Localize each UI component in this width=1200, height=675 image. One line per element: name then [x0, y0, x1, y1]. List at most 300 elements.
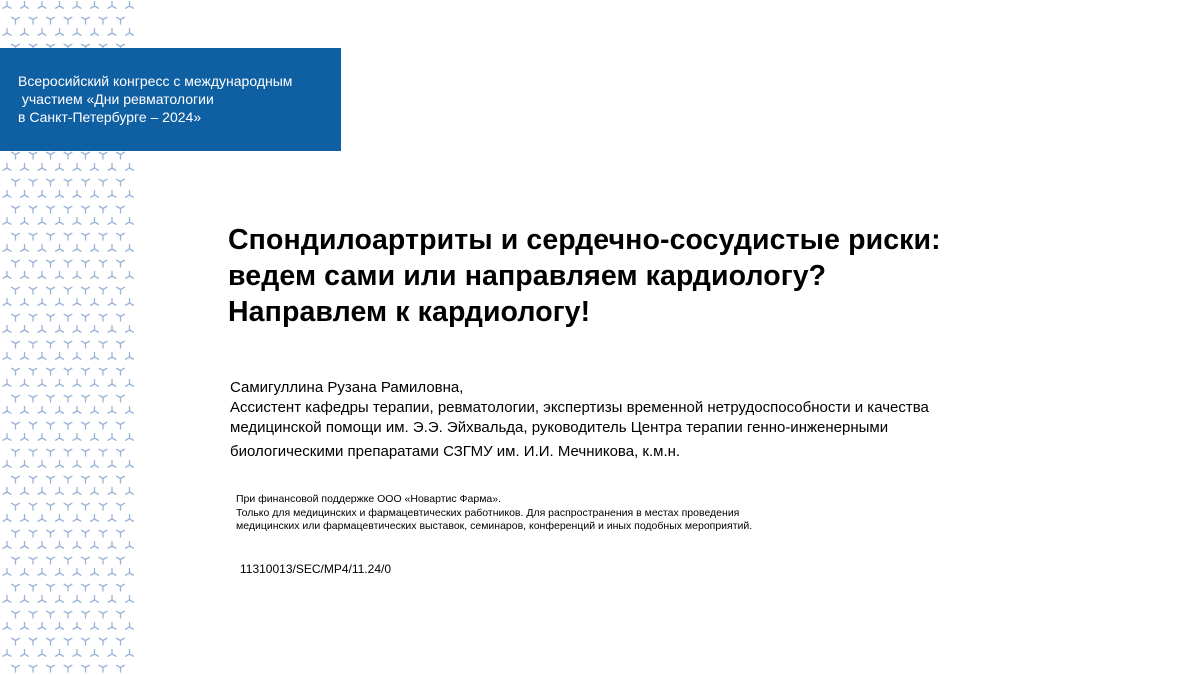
tripod-molecule-icon — [91, 623, 99, 630]
tripod-molecule-icon — [21, 380, 29, 387]
tripod-molecule-icon — [21, 461, 29, 468]
author-name: Самигуллина Рузана Рамиловна, — [230, 379, 464, 396]
tripod-molecule-icon — [47, 530, 55, 537]
tripod-molecule-icon — [3, 326, 11, 333]
tripod-molecule-icon — [21, 623, 29, 630]
tripod-molecule-icon — [126, 272, 134, 279]
tripod-molecule-icon — [21, 569, 29, 576]
tripod-molecule-icon — [126, 380, 134, 387]
tripod-molecule-icon — [29, 665, 37, 672]
tripod-molecule-icon — [108, 650, 116, 657]
tripod-molecule-icon — [82, 368, 90, 375]
tripod-molecule-icon — [117, 206, 125, 213]
tripod-molecule-icon — [29, 314, 37, 321]
tripod-molecule-icon — [47, 395, 55, 402]
tripod-molecule-icon — [126, 407, 134, 414]
tripod-molecule-icon — [21, 29, 29, 36]
tripod-molecule-icon — [82, 179, 90, 186]
tripod-molecule-icon — [91, 353, 99, 360]
tripod-molecule-icon — [12, 152, 20, 159]
tripod-molecule-icon — [108, 245, 116, 252]
tripod-molecule-icon — [64, 206, 72, 213]
tripod-molecule-icon — [73, 191, 81, 198]
tripod-molecule-icon — [38, 299, 46, 306]
tripod-molecule-icon — [73, 2, 81, 9]
tripod-molecule-icon — [38, 353, 46, 360]
tripod-molecule-icon — [3, 569, 11, 576]
tripod-molecule-icon — [91, 488, 99, 495]
tripod-molecule-icon — [38, 434, 46, 441]
tripod-molecule-icon — [82, 233, 90, 240]
tripod-molecule-icon — [12, 206, 20, 213]
tripod-molecule-icon — [21, 245, 29, 252]
tripod-molecule-icon — [12, 638, 20, 645]
tripod-molecule-icon — [73, 542, 81, 549]
tripod-molecule-icon — [82, 503, 90, 510]
author-block — [230, 378, 1110, 462]
tripod-molecule-icon — [12, 530, 20, 537]
tripod-molecule-icon — [82, 530, 90, 537]
tripod-molecule-icon — [91, 461, 99, 468]
tripod-molecule-icon — [91, 29, 99, 36]
tripod-molecule-icon — [21, 596, 29, 603]
tripod-molecule-icon — [3, 2, 11, 9]
tripod-molecule-icon — [12, 503, 20, 510]
author-affiliation-2: медицинской помощи им. Э.Э. Эйхвальда, руководитель Центра терапии генно-инженерными — [230, 419, 889, 436]
tripod-molecule-icon — [29, 233, 37, 240]
banner-line-2: участием «Дни ревматологии — [18, 91, 214, 107]
tripod-molecule-icon — [3, 596, 11, 603]
tripod-molecule-icon — [117, 233, 125, 240]
disclaimer-line-2: Только для медицинских и фармацевтических работников. Для распространения в местах проведения — [236, 506, 740, 519]
tripod-molecule-icon — [73, 218, 81, 225]
tripod-molecule-icon — [12, 233, 20, 240]
tripod-molecule-icon — [38, 245, 46, 252]
tripod-molecule-icon — [82, 260, 90, 267]
tripod-molecule-icon — [73, 623, 81, 630]
tripod-molecule-icon — [29, 476, 37, 483]
tripod-molecule-icon — [3, 461, 11, 468]
tripod-molecule-icon — [99, 314, 107, 321]
tripod-molecule-icon — [91, 299, 99, 306]
tripod-molecule-icon — [47, 503, 55, 510]
tripod-molecule-icon — [21, 272, 29, 279]
tripod-molecule-icon — [108, 353, 116, 360]
banner-line-3: в Санкт-Петербурге – 2024» — [18, 109, 202, 125]
tripod-molecule-icon — [3, 353, 11, 360]
tripod-molecule-icon — [29, 287, 37, 294]
tripod-molecule-icon — [117, 557, 125, 564]
tripod-molecule-icon — [73, 164, 81, 171]
tripod-molecule-icon — [12, 476, 20, 483]
tripod-molecule-icon — [3, 299, 11, 306]
tripod-molecule-icon — [56, 461, 64, 468]
tripod-molecule-icon — [64, 260, 72, 267]
tripod-molecule-icon — [117, 611, 125, 618]
tripod-molecule-icon — [56, 488, 64, 495]
tripod-molecule-icon — [47, 152, 55, 159]
tripod-molecule-icon — [99, 530, 107, 537]
tripod-molecule-icon — [12, 368, 20, 375]
tripod-molecule-icon — [64, 17, 72, 24]
tripod-molecule-icon — [117, 395, 125, 402]
tripod-molecule-icon — [56, 191, 64, 198]
tripod-molecule-icon — [56, 245, 64, 252]
tripod-molecule-icon — [126, 353, 134, 360]
tripod-molecule-icon — [73, 515, 81, 522]
tripod-molecule-icon — [108, 569, 116, 576]
tripod-molecule-icon — [38, 650, 46, 657]
tripod-molecule-icon — [126, 191, 134, 198]
tripod-molecule-icon — [47, 206, 55, 213]
tripod-molecule-icon — [29, 152, 37, 159]
tripod-molecule-icon — [99, 611, 107, 618]
tripod-molecule-icon — [12, 584, 20, 591]
tripod-molecule-icon — [108, 542, 116, 549]
tripod-molecule-icon — [91, 434, 99, 441]
tripod-molecule-icon — [12, 665, 20, 672]
tripod-molecule-icon — [108, 461, 116, 468]
tripod-molecule-icon — [117, 584, 125, 591]
tripod-molecule-icon — [38, 596, 46, 603]
author-affiliation-3: биологическими препаратами СЗГМУ им. И.И. Мечникова, к.м.н. — [230, 443, 681, 460]
tripod-molecule-icon — [56, 2, 64, 9]
tripod-molecule-icon — [126, 542, 134, 549]
tripod-molecule-icon — [99, 422, 107, 429]
tripod-molecule-icon — [126, 299, 134, 306]
tripod-molecule-icon — [73, 299, 81, 306]
tripod-molecule-icon — [91, 542, 99, 549]
tripod-molecule-icon — [64, 341, 72, 348]
disclaimer — [236, 493, 936, 534]
tripod-molecule-icon — [82, 557, 90, 564]
tripod-molecule-icon — [21, 299, 29, 306]
tripod-molecule-icon — [38, 326, 46, 333]
tripod-molecule-icon — [126, 488, 134, 495]
tripod-molecule-icon — [91, 650, 99, 657]
tripod-molecule-icon — [82, 152, 90, 159]
tripod-molecule-icon — [91, 245, 99, 252]
tripod-molecule-icon — [38, 191, 46, 198]
tripod-molecule-icon — [126, 650, 134, 657]
tripod-molecule-icon — [47, 476, 55, 483]
tripod-molecule-icon — [3, 407, 11, 414]
tripod-molecule-icon — [47, 260, 55, 267]
tripod-molecule-icon — [91, 380, 99, 387]
tripod-molecule-icon — [56, 434, 64, 441]
author-affiliation-1: Ассистент кафедры терапии, ревматологии, экспертизы временной нетрудоспособности и качества — [230, 399, 929, 416]
tripod-molecule-icon — [91, 515, 99, 522]
tripod-molecule-icon — [12, 422, 20, 429]
tripod-molecule-icon — [117, 368, 125, 375]
tripod-molecule-icon — [82, 341, 90, 348]
tripod-molecule-icon — [73, 461, 81, 468]
tripod-molecule-icon — [47, 314, 55, 321]
tripod-molecule-icon — [38, 218, 46, 225]
tripod-molecule-icon — [21, 650, 29, 657]
congress-banner — [0, 48, 341, 151]
tripod-molecule-icon — [47, 179, 55, 186]
tripod-molecule-icon — [64, 422, 72, 429]
tripod-molecule-icon — [38, 569, 46, 576]
tripod-molecule-icon — [73, 245, 81, 252]
tripod-molecule-icon — [91, 326, 99, 333]
tripod-molecule-icon — [21, 164, 29, 171]
tripod-molecule-icon — [29, 17, 37, 24]
tripod-molecule-icon — [29, 422, 37, 429]
tripod-molecule-icon — [47, 638, 55, 645]
tripod-molecule-icon — [126, 2, 134, 9]
tripod-molecule-icon — [99, 503, 107, 510]
tripod-molecule-icon — [73, 380, 81, 387]
tripod-molecule-icon — [29, 449, 37, 456]
tripod-molecule-icon — [47, 611, 55, 618]
tripod-molecule-icon — [99, 206, 107, 213]
tripod-molecule-icon — [12, 314, 20, 321]
tripod-molecule-icon — [47, 368, 55, 375]
tripod-molecule-icon — [91, 218, 99, 225]
tripod-molecule-icon — [99, 395, 107, 402]
tripod-molecule-icon — [56, 353, 64, 360]
tripod-molecule-icon — [29, 557, 37, 564]
tripod-molecule-icon — [117, 152, 125, 159]
tripod-molecule-icon — [38, 542, 46, 549]
tripod-molecule-icon — [38, 407, 46, 414]
tripod-molecule-icon — [29, 584, 37, 591]
tripod-molecule-icon — [56, 596, 64, 603]
tripod-molecule-icon — [56, 407, 64, 414]
tripod-molecule-icon — [126, 245, 134, 252]
disclaimer-line-1: При финансовой поддержке ООО «Новартис Фарма». — [236, 493, 502, 505]
tripod-molecule-icon — [73, 488, 81, 495]
tripod-molecule-icon — [64, 314, 72, 321]
tripod-molecule-icon — [3, 272, 11, 279]
tripod-molecule-icon — [91, 596, 99, 603]
tripod-molecule-icon — [21, 218, 29, 225]
tripod-molecule-icon — [126, 29, 134, 36]
tripod-molecule-icon — [21, 326, 29, 333]
tripod-molecule-icon — [29, 206, 37, 213]
tripod-molecule-icon — [12, 287, 20, 294]
tripod-molecule-icon — [12, 341, 20, 348]
tripod-molecule-icon — [21, 434, 29, 441]
tripod-molecule-icon — [29, 260, 37, 267]
tripod-molecule-icon — [21, 488, 29, 495]
tripod-molecule-icon — [108, 218, 116, 225]
tripod-molecule-icon — [3, 488, 11, 495]
tripod-molecule-icon — [38, 29, 46, 36]
tripod-molecule-icon — [29, 395, 37, 402]
tripod-molecule-icon — [108, 29, 116, 36]
tripod-molecule-icon — [12, 260, 20, 267]
tripod-molecule-icon — [64, 584, 72, 591]
tripod-molecule-icon — [117, 530, 125, 537]
tripod-molecule-icon — [64, 503, 72, 510]
tripod-molecule-icon — [99, 638, 107, 645]
tripod-molecule-icon — [82, 449, 90, 456]
tripod-molecule-icon — [108, 272, 116, 279]
tripod-molecule-icon — [99, 665, 107, 672]
tripod-molecule-icon — [3, 650, 11, 657]
tripod-molecule-icon — [99, 476, 107, 483]
tripod-molecule-icon — [117, 638, 125, 645]
tripod-molecule-icon — [91, 191, 99, 198]
tripod-molecule-icon — [29, 530, 37, 537]
tripod-molecule-icon — [56, 515, 64, 522]
tripod-molecule-icon — [99, 557, 107, 564]
tripod-molecule-icon — [64, 449, 72, 456]
tripod-molecule-icon — [47, 584, 55, 591]
tripod-molecule-icon — [56, 29, 64, 36]
tripod-molecule-icon — [3, 218, 11, 225]
tripod-molecule-icon — [73, 569, 81, 576]
tripod-molecule-icon — [12, 611, 20, 618]
tripod-molecule-icon — [56, 650, 64, 657]
tripod-molecule-icon — [108, 299, 116, 306]
tripod-molecule-icon — [21, 353, 29, 360]
tripod-molecule-icon — [3, 380, 11, 387]
tripod-molecule-icon — [38, 380, 46, 387]
tripod-molecule-icon — [3, 191, 11, 198]
tripod-molecule-icon — [64, 476, 72, 483]
tripod-molecule-icon — [38, 272, 46, 279]
tripod-molecule-icon — [108, 596, 116, 603]
tripod-molecule-icon — [126, 461, 134, 468]
tripod-molecule-icon — [82, 611, 90, 618]
tripod-molecule-icon — [47, 449, 55, 456]
tripod-molecule-icon — [82, 314, 90, 321]
tripod-molecule-icon — [64, 530, 72, 537]
tripod-molecule-icon — [56, 542, 64, 549]
tripod-molecule-icon — [21, 2, 29, 9]
presentation-title — [228, 222, 1128, 330]
tripod-molecule-icon — [3, 245, 11, 252]
tripod-molecule-icon — [64, 179, 72, 186]
tripod-molecule-icon — [117, 179, 125, 186]
tripod-molecule-icon — [56, 326, 64, 333]
tripod-molecule-icon — [64, 287, 72, 294]
tripod-molecule-icon — [73, 650, 81, 657]
tripod-molecule-icon — [117, 260, 125, 267]
tripod-molecule-icon — [56, 299, 64, 306]
tripod-molecule-icon — [73, 434, 81, 441]
tripod-molecule-icon — [108, 380, 116, 387]
tripod-molecule-icon — [99, 260, 107, 267]
tripod-molecule-icon — [73, 29, 81, 36]
tripod-molecule-icon — [82, 665, 90, 672]
tripod-molecule-icon — [73, 596, 81, 603]
tripod-molecule-icon — [73, 407, 81, 414]
tripod-molecule-icon — [108, 515, 116, 522]
tripod-molecule-icon — [64, 611, 72, 618]
tripod-molecule-icon — [126, 218, 134, 225]
tripod-molecule-icon — [73, 272, 81, 279]
tripod-molecule-icon — [47, 341, 55, 348]
tripod-molecule-icon — [3, 434, 11, 441]
disclaimer-line-3: медицинских или фармацевтических выставок, семинаров, конференций и иных подобных мероприятий. — [236, 520, 753, 532]
tripod-molecule-icon — [82, 584, 90, 591]
tripod-molecule-icon — [117, 503, 125, 510]
tripod-molecule-icon — [117, 287, 125, 294]
tripod-molecule-icon — [91, 164, 99, 171]
tripod-molecule-icon — [126, 623, 134, 630]
tripod-molecule-icon — [82, 422, 90, 429]
tripod-molecule-icon — [82, 17, 90, 24]
tripod-molecule-icon — [38, 2, 46, 9]
tripod-molecule-icon — [47, 17, 55, 24]
tripod-molecule-icon — [99, 584, 107, 591]
tripod-molecule-icon — [108, 434, 116, 441]
tripod-molecule-icon — [108, 407, 116, 414]
tripod-molecule-icon — [117, 314, 125, 321]
tripod-molecule-icon — [47, 557, 55, 564]
tripod-molecule-icon — [47, 422, 55, 429]
tripod-molecule-icon — [64, 368, 72, 375]
tripod-molecule-icon — [64, 233, 72, 240]
tripod-molecule-icon — [29, 368, 37, 375]
tripod-molecule-icon — [108, 623, 116, 630]
tripod-molecule-icon — [126, 596, 134, 603]
tripod-molecule-icon — [64, 557, 72, 564]
tripod-molecule-icon — [56, 272, 64, 279]
tripod-molecule-icon — [117, 665, 125, 672]
tripod-molecule-icon — [108, 2, 116, 9]
tripod-molecule-icon — [99, 341, 107, 348]
title-line-3: Направлем к кардиологу! — [228, 296, 591, 328]
tripod-molecule-icon — [64, 665, 72, 672]
tripod-molecule-icon — [56, 569, 64, 576]
tripod-molecule-icon — [3, 515, 11, 522]
tripod-molecule-icon — [91, 2, 99, 9]
tripod-molecule-icon — [99, 233, 107, 240]
tripod-molecule-icon — [56, 164, 64, 171]
tripod-molecule-icon — [108, 164, 116, 171]
tripod-molecule-icon — [38, 623, 46, 630]
tripod-molecule-icon — [99, 17, 107, 24]
tripod-molecule-icon — [99, 368, 107, 375]
tripod-molecule-icon — [108, 326, 116, 333]
tripod-molecule-icon — [82, 287, 90, 294]
tripod-molecule-icon — [108, 191, 116, 198]
tripod-molecule-icon — [64, 638, 72, 645]
tripod-molecule-icon — [91, 272, 99, 279]
tripod-molecule-icon — [38, 164, 46, 171]
tripod-molecule-icon — [47, 665, 55, 672]
tripod-molecule-icon — [29, 341, 37, 348]
tripod-molecule-icon — [21, 407, 29, 414]
tripod-molecule-icon — [64, 395, 72, 402]
tripod-molecule-icon — [56, 623, 64, 630]
tripod-molecule-icon — [21, 515, 29, 522]
tripod-molecule-icon — [3, 623, 11, 630]
tripod-molecule-icon — [64, 152, 72, 159]
title-line-1: Спондилоартриты и сердечно-сосудистые риски: — [228, 224, 941, 256]
tripod-molecule-icon — [29, 503, 37, 510]
document-code: 11310013/SEC/MP4/11.24/0 — [240, 562, 391, 576]
tripod-molecule-icon — [117, 341, 125, 348]
tripod-molecule-icon — [3, 29, 11, 36]
tripod-molecule-icon — [117, 17, 125, 24]
tripod-molecule-icon — [12, 179, 20, 186]
tripod-molecule-icon — [38, 488, 46, 495]
tripod-molecule-icon — [82, 206, 90, 213]
tripod-molecule-icon — [29, 638, 37, 645]
tripod-molecule-icon — [3, 164, 11, 171]
tripod-molecule-icon — [99, 287, 107, 294]
tripod-molecule-icon — [99, 152, 107, 159]
tripod-molecule-icon — [82, 476, 90, 483]
tripod-molecule-icon — [56, 380, 64, 387]
